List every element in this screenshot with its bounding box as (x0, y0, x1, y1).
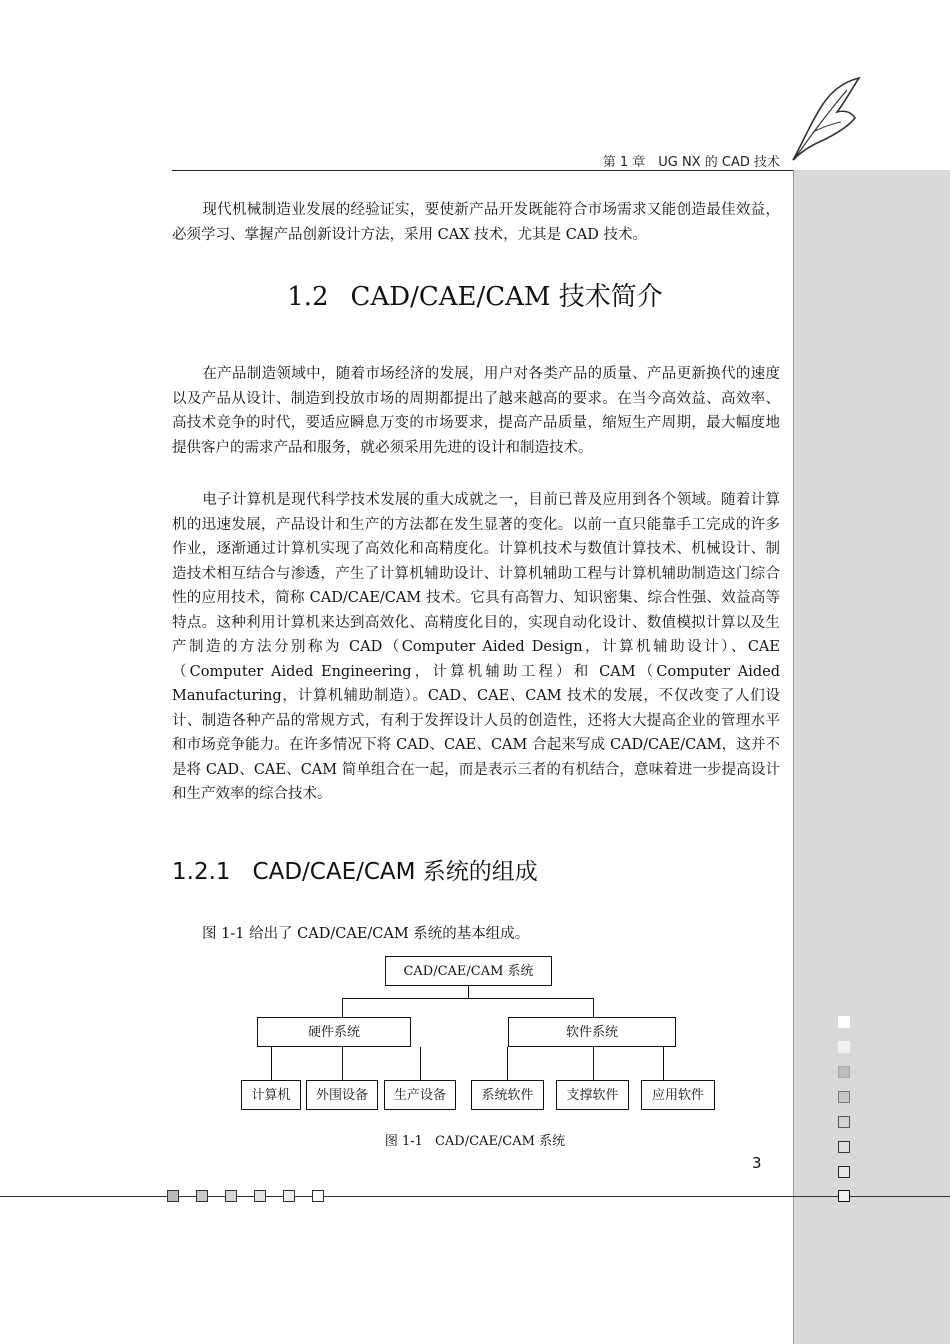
margin-square-icon (838, 1016, 850, 1028)
section-heading (0, 276, 950, 313)
connector (420, 1047, 421, 1080)
feather-logo-icon (785, 72, 865, 164)
margin-square-icon (838, 1141, 850, 1153)
node-hardware: 硬件系统 (257, 1017, 411, 1047)
footer-square-icon (254, 1190, 266, 1202)
margin-square-icon (838, 1066, 850, 1078)
figure-caption: 图 1-1 CAD/CAE/CAM 系统 (384, 1134, 566, 1149)
system-diagram (230, 950, 730, 1120)
side-margin-band (793, 170, 950, 1344)
margin-square-icon (838, 1190, 850, 1202)
connector (468, 986, 469, 998)
running-head: 第 1 章 UG NX 的 CAD 技术 (602, 155, 780, 170)
footer-square-icon (283, 1190, 295, 1202)
margin-square-icon (838, 1166, 850, 1178)
connector (663, 1047, 664, 1080)
node-peripherals: 外围设备 (306, 1080, 378, 1110)
subsection-heading (172, 853, 538, 886)
paragraph-2: 电子计算机是现代科学技术发展的重大成就之一，目前已普及应用到各个领域。随着计算机的迅速发展，产品设计和生产的方法都在发生显著的变化。以前一直只能靠手工完成的许多作业，逐渐通过计算机实现了高效化和高精度化。计算机技术与数值计算技术、机械设计、制造技术相互结合与渗透，产生了计算机辅助设计、计算机辅助工程与计算机辅助制造这门综合性的应用技术，简称 CAD/CAE/CAM 技术。它具有高智力、知识密集、综合性强、效益高等特点。这种利用计算机来达到高效化、高精度化目的，实现自动化设计、数值模拟计算以及生产制造的方法分别称为 CAD（Computer Aided Design，计算机辅助设计）、CAE（Computer Aided Engineering，计算机辅助工程）和 CAM（Computer Aided Manufacturing，计算机辅助制造）。CAD、CAE、CAM 技术的发展，不仅改变了人们设计、制造各种产品的常规方式，有利于发挥设计人员的创造性，还将大大提高企业的管理水平和市场竞争能力。在许多情况下将 CAD、CAE、CAM 合起来写成 CAD/CAE/CAM，这并不是将 CAD、CAE、CAM 简单组合在一起，而是表示三者的有机结合，意味着进一步提高设计和生产效率的综合技术。 (172, 492, 780, 802)
connector (342, 998, 594, 999)
connector (342, 1047, 343, 1080)
page-number: 3 (752, 1154, 762, 1172)
connector (342, 998, 343, 1017)
header-rule (172, 170, 793, 171)
connector (593, 998, 594, 1017)
margin-square-icon (838, 1116, 850, 1128)
paragraph-3: 图 1-1 给出了 CAD/CAE/CAM 系统的基本组成。 (202, 926, 530, 942)
section-title: CAD/CAE/CAM 技术简介 (350, 282, 663, 312)
node-support-software: 支撑软件 (556, 1080, 629, 1110)
footer-square-icon (196, 1190, 208, 1202)
node-software: 软件系统 (508, 1017, 676, 1047)
node-root: CAD/CAE/CAM 系统 (385, 956, 552, 986)
footer-square-icon (312, 1190, 324, 1202)
connector (271, 1047, 272, 1080)
connector (507, 1047, 508, 1080)
node-system-software: 系统软件 (471, 1080, 544, 1110)
footer-square-icon (225, 1190, 237, 1202)
node-application-software: 应用软件 (641, 1080, 715, 1110)
intro-paragraph: 现代机械制造业发展的经验证实，要使新产品开发既能符合市场需求又能创造最佳效益，必须学习、掌握产品创新设计方法，采用 CAX 技术，尤其是 CAD 技术。 (172, 202, 780, 243)
footer-rule (0, 1196, 950, 1197)
node-computer: 计算机 (241, 1080, 301, 1110)
node-production-equipment: 生产设备 (384, 1080, 456, 1110)
paragraph-1: 在产品制造领域中，随着市场经济的发展，用户对各类产品的质量、产品更新换代的速度以及产品从设计、制造到投放市场的周期都提出了越来越高的要求。在当今高效益、高效率、高技术竞争的时代，要适应瞬息万变的市场要求，提高产品质量，缩短生产周期，最大幅度地提供客户的需求产品和服务，就必须采用先进的设计和制造技术。 (172, 366, 780, 456)
subsection-title: CAD/CAE/CAM 系统的组成 (252, 859, 538, 885)
connector (593, 1047, 594, 1080)
margin-square-icon (838, 1091, 850, 1103)
footer-square-icon (167, 1190, 179, 1202)
margin-square-icon (838, 1041, 850, 1053)
subsection-number: 1.2.1 (172, 859, 231, 885)
section-number: 1.2 (287, 282, 329, 312)
